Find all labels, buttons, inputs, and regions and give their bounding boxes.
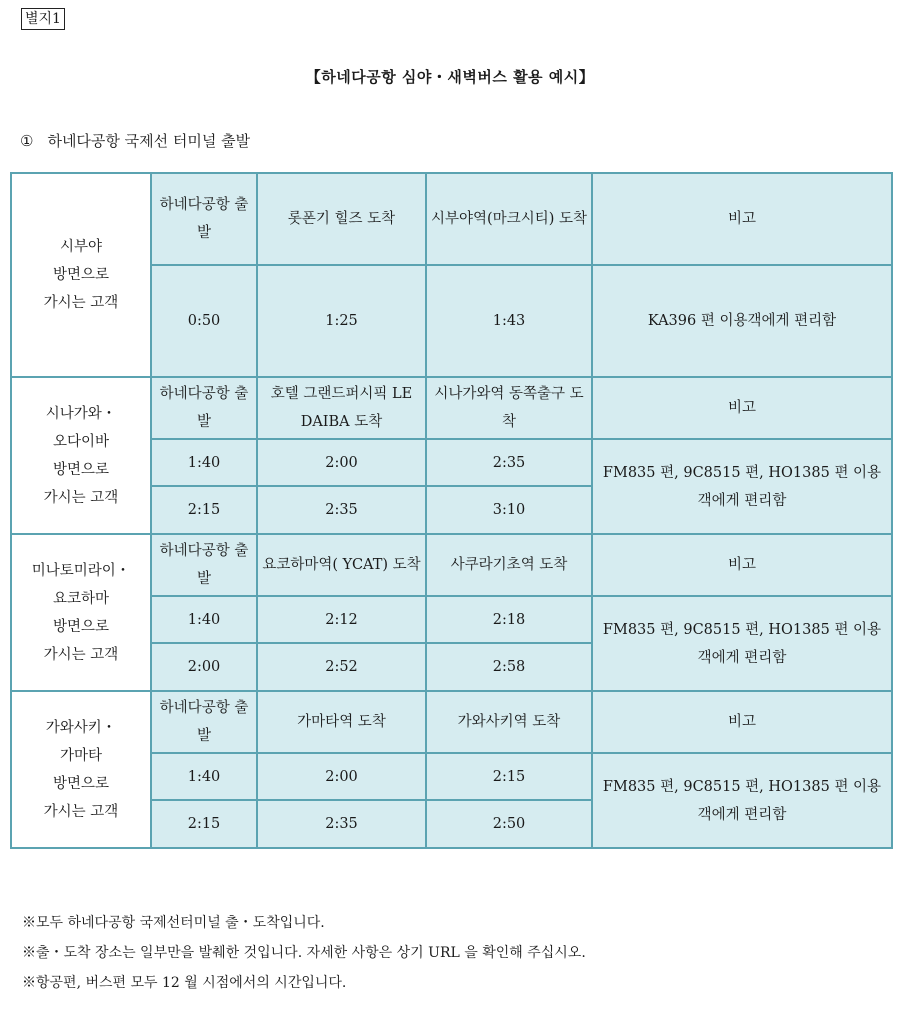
block-3-header-row [11,534,892,596]
time-cell: 2:52 [257,643,426,691]
header-stop-1: 요코하마역( YCAT) 도착 [257,534,426,596]
footnote: ※항공편, 버스편 모두 12 월 시점에서의 시간입니다. [22,975,347,991]
time-cell: 2:15 [426,753,592,800]
time-cell: 2:35 [426,439,592,486]
time-cell: 2:15 [151,800,257,848]
header-stop-2: 시나가와역 동쪽출구 도착 [426,377,592,439]
destination-line: 가시는 고객 [43,295,119,311]
destination-cell [11,173,151,377]
block-1-header-row [11,173,892,265]
destination-line: 방면으로 [52,267,110,283]
time-cell: 1:25 [257,265,426,377]
block-4-header-row [11,691,892,753]
destination-line: 시나가와・ [45,405,117,422]
header-stop-1: 가마타역 도착 [257,691,426,753]
section-heading [20,130,250,151]
header-remarks: 비고 [592,691,892,753]
destination-cell [11,691,151,848]
header-remarks: 비고 [592,534,892,596]
section-number: ① [20,132,34,150]
time-cell: 2:35 [257,486,426,534]
destination-line: 미나토미라이・ [31,562,131,579]
document-title: 【하네다공항 심야・새벽버스 활용 예시】 [305,68,595,86]
header-departure: 하네다공항 출발 [151,377,257,439]
footnote: ※출・도착 장소는 일부만을 발췌한 것입니다. 자세한 사항은 상기 URL 을 확인해 주십시오. [22,945,586,961]
header-remarks: 비고 [592,377,892,439]
header-stop-2: 가와사키역 도착 [426,691,592,753]
destination-line: 요코하마 [52,590,110,607]
header-departure: 하네다공항 출발 [151,691,257,753]
time-cell: 3:10 [426,486,592,534]
time-cell: 2:00 [151,643,257,691]
destination-line: 방면으로 [52,618,110,635]
header-stop-2: 사쿠라기초역 도착 [426,534,592,596]
time-cell: 2:50 [426,800,592,848]
time-cell: 1:40 [151,596,257,643]
time-cell: 0:50 [151,265,257,377]
header-stop-2: 시부야역(마크시티) 도착 [426,173,592,265]
footnotes [22,908,586,998]
header-remarks: 비고 [592,173,892,265]
destination-line: 가시는 고객 [43,803,119,820]
footnote: ※모두 하네다공항 국제선터미널 출・도착입니다. [22,915,325,931]
destination-line: 가마타 [59,747,103,764]
destination-line: 가와사키・ [45,719,117,736]
remarks-cell: FM835 편, 9C8515 편, HO1385 편 이용객에게 편리함 [592,439,892,534]
header-stop-1: 롯폰기 힐즈 도착 [257,173,426,265]
destination-line: 방면으로 [52,461,110,478]
time-cell: 2:00 [257,753,426,800]
time-cell: 1:40 [151,439,257,486]
destination-line: 가시는 고객 [43,489,119,506]
header-departure: 하네다공항 출발 [151,534,257,596]
time-cell: 2:18 [426,596,592,643]
header-departure: 하네다공항 출발 [151,173,257,265]
time-cell: 2:35 [257,800,426,848]
destination-line: 오다이바 [52,433,110,450]
destination-cell [11,377,151,534]
attachment-label: 별지1 [21,8,65,30]
time-cell: 2:58 [426,643,592,691]
remarks-cell: FM835 편, 9C8515 편, HO1385 편 이용객에게 편리함 [592,753,892,848]
section-title: 하네다공항 국제선 터미널 출발 [47,132,251,150]
bus-schedule-table [10,172,893,849]
destination-line: 시부야 [59,239,103,255]
time-cell: 2:00 [257,439,426,486]
destination-line: 방면으로 [52,775,110,792]
destination-line: 가시는 고객 [43,646,119,663]
remarks-cell: FM835 편, 9C8515 편, HO1385 편 이용객에게 편리함 [592,596,892,691]
header-stop-1: 호텔 그랜드퍼시픽 LE DAIBA 도착 [257,377,426,439]
time-cell: 1:40 [151,753,257,800]
block-2-header-row [11,377,892,439]
time-cell: 1:43 [426,265,592,377]
time-cell: 2:15 [151,486,257,534]
destination-cell [11,534,151,691]
remarks-cell: KA396 편 이용객에게 편리함 [592,265,892,377]
time-cell: 2:12 [257,596,426,643]
